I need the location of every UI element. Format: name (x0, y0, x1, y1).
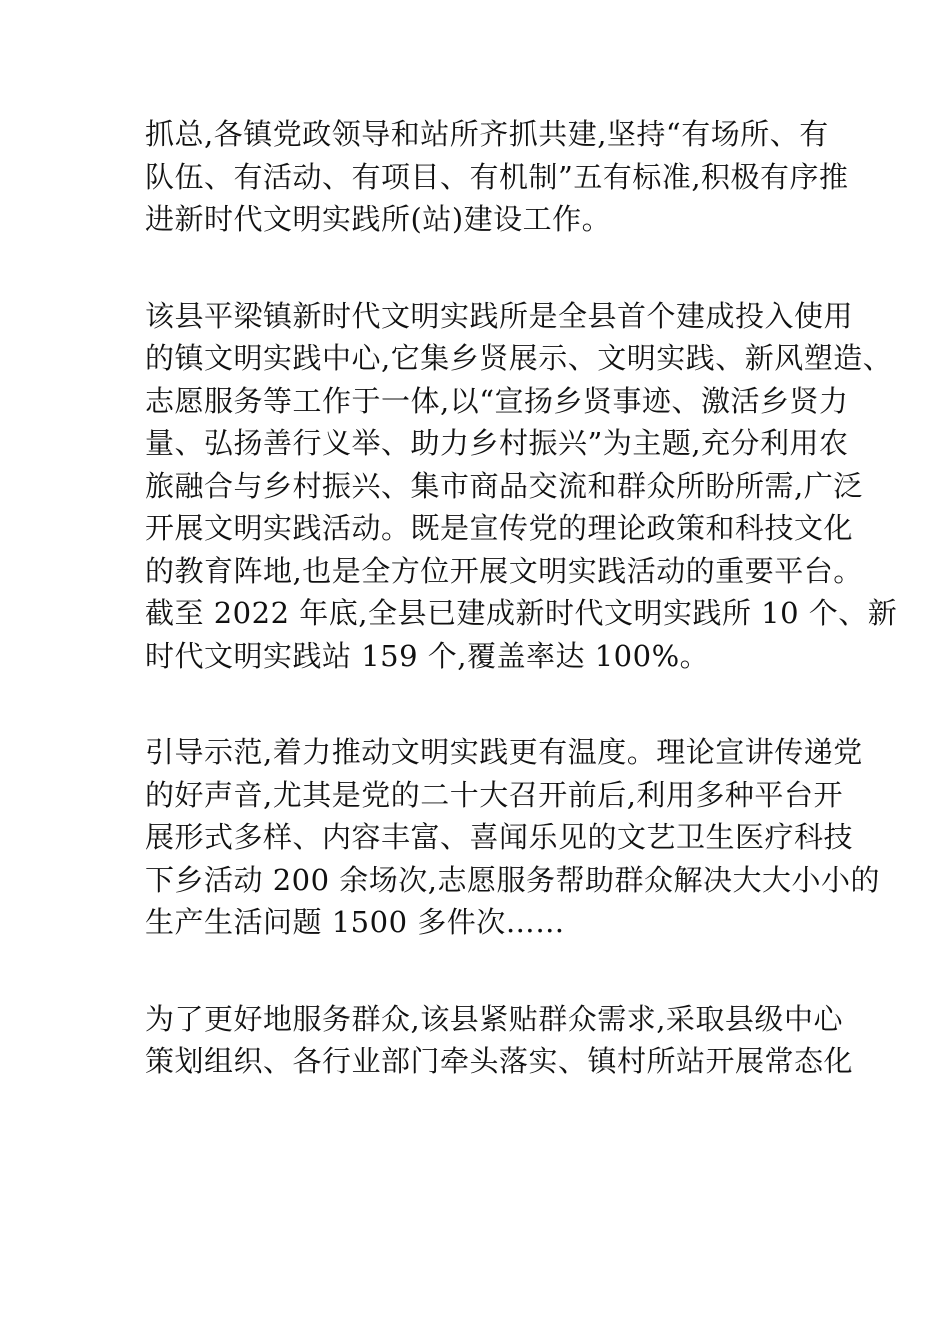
document-body (145, 113, 898, 1083)
text-line: 为了更好地服务群众,该县紧贴群众需求,采取县级中心 (145, 1001, 843, 1036)
text-line: 旅融合与乡村振兴、集市商品交流和群众所盼所需,广泛 (145, 468, 863, 503)
text-line: 时代文明实践站 159 个,覆盖率达 100%。 (145, 638, 710, 673)
text-line: 的镇文明实践中心,它集乡贤展示、文明实践、新风塑造、 (145, 341, 893, 375)
paragraph-spacer (145, 241, 815, 295)
text-line: 的教育阵地,也是全方位开展文明实践活动的重要平台。 (145, 553, 863, 588)
text-line: 截至 2022 年底,全县已建成新时代文明实践所 10 个、新 (145, 596, 898, 630)
paragraph-3 (145, 731, 881, 944)
text-line: 下乡活动 200 余场次,志愿服务帮助群众解决大大小小的 (145, 862, 881, 897)
text-line: 志愿服务等工作于一体,以“宣扬乡贤事迹、激活乡贤力 (145, 383, 849, 418)
text-line: 进新时代文明实践所(站)建设工作。 (145, 202, 612, 236)
text-line: 开展文明实践活动。既是宣传党的理论政策和科技文化 (145, 511, 854, 545)
paragraph-4 (145, 998, 854, 1083)
paragraph-spacer (145, 944, 815, 998)
text-line: 量、弘扬善行义举、助力乡村振兴”为主题,充分利用农 (145, 426, 849, 460)
text-line: 抓总,各镇党政领导和站所齐抓共建,坚持“有场所、有 (145, 117, 829, 151)
text-line: 该县平梁镇新时代文明实践所是全县首个建成投入使用 (145, 298, 854, 333)
text-line: 的好声音,尤其是党的二十大召开前后,利用多种平台开 (145, 777, 843, 812)
text-line: 生产生活问题 1500 多件次…… (145, 905, 565, 939)
text-line: 引导示范,着力推动文明实践更有温度。理论宣讲传递党 (145, 735, 863, 769)
paragraph-1 (145, 113, 849, 241)
text-line: 展形式多样、内容丰富、喜闻乐见的文艺卫生医疗科技 (145, 820, 854, 854)
text-line: 队伍、有活动、有项目、有机制”五有标准,积极有序推 (145, 159, 849, 194)
paragraph-spacer (145, 677, 815, 731)
paragraph-2 (145, 295, 898, 678)
text-line: 策划组织、各行业部门牵头落实、镇村所站开展常态化 (145, 1044, 854, 1078)
